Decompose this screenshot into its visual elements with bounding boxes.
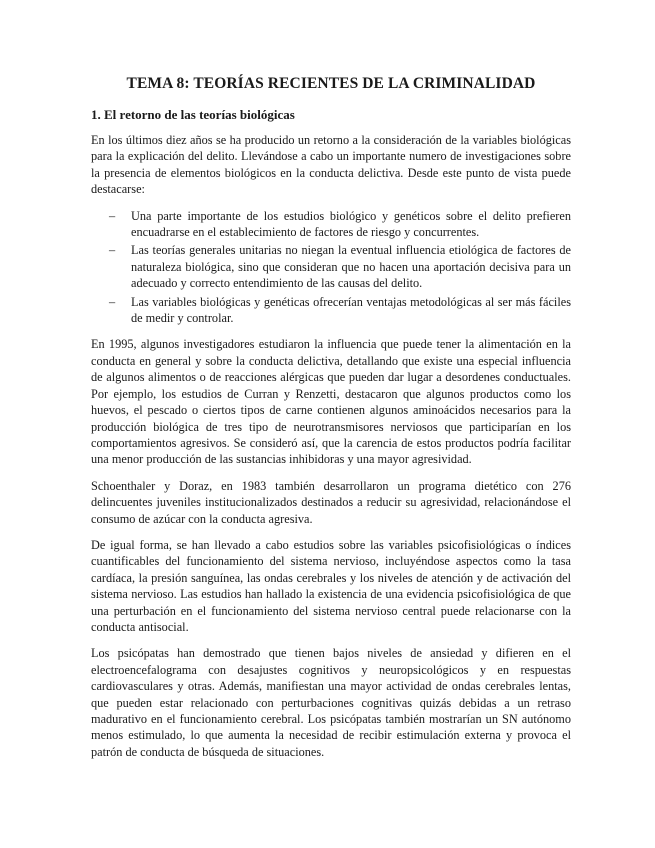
list-item xyxy=(109,208,571,241)
list-item-text: Las teorías generales unitarias no niegan la eventual influencia etiológica de factores de naturaleza biológica, sino que consideran que no hacen una aportación decisiva para un adecuado y correcto entendimiento de las causas del delito. xyxy=(131,243,571,291)
dash-bullet: – xyxy=(109,243,116,258)
paragraph-dietary-program: Schoenthaler y Doraz, en 1983 también desarrollaron un programa dietético con 276 delincuentes juveniles institucionalizados destinados a reducir su agresividad, relacionándose el consumo de azúcar con la conducta agresiva. xyxy=(91,478,571,526)
intro-paragraph: En los últimos diez años se ha producido un retorno a la consideración de la variables biológicas para la explicación del delito. Llevándose a cabo un importante numero de investigaciones sobre la presencia de elementos biológicos en la conducta delictiva. Desde este punto de vista puede destacarse: xyxy=(91,133,571,197)
dash-bullet: – xyxy=(109,294,116,309)
page-title: TEMA 8: TEORÍAS RECIENTES DE LA CRIMINALIDAD xyxy=(126,75,536,92)
paragraph-psychopaths: Los psicópatas han demostrado que tienen bajos niveles de ansiedad y difieren en el electroencefalograma con desajustes cognitivos y neuropsicológicos y en respuestas cardiovasculares y otras. Además, manifiestan una mayor actividad de ondas cerebrales lentas, que pueden estar relacionado con perturbaciones cognitivas quizás debidas a un retraso madurativo en el funcionamiento cerebral. Los psicópatas también mostrarían un SN autónomo menos estimulado, lo que aumenta la necesidad de recibir estimulación externa y provoca el patrón de conducta de búsqueda de situaciones. xyxy=(91,646,571,759)
list-item xyxy=(109,294,571,327)
list-item-text: Una parte importante de los estudios biológico y genéticos sobre el delito prefieren encuadrarse en el establecimiento de factores de riesgo y concurrentes. xyxy=(131,208,571,240)
bullet-list xyxy=(91,208,571,327)
section-heading: 1. El retorno de las teorías biológicas xyxy=(91,107,295,122)
dash-bullet: – xyxy=(109,208,116,223)
paragraph-nutrition: En 1995, algunos investigadores estudiaron la influencia que puede tener la alimentación en la conducta en general y sobre la conducta delictiva, detallando que existe una especial influencia de algunos alimentos o de reacciones alérgicas que pueden dar lugar a desordenes conductuales. Por ejemplo, los estudios de Curran y Renzetti, destacaron que algunos productos como los huevos, el pescado o ciertos tipos de carne contienen algunos aminoácidos necesarios para la producción biológica de tres tipo de neurotransmisores nerviosos que participarían en los comportamientos agresivos. Se consideró así, que la carencia de estos productos podría facilitar una menor producción de las sustancias inhibidoras y una mayor agresividad. xyxy=(91,337,571,467)
paragraph-psychophysiology: De igual forma, se han llevado a cabo estudios sobre las variables psicofisiológicas o índices cuantificables del funcionamiento del sistema nervioso, incluyéndose aspectos como la tasa cardíaca, la presión sanguínea, las ondas cerebrales y los niveles de atención y de activación del sistema nervioso. Las estudios han hallado la existencia de una evidencia psicofisiológica de que una perturbación en el funcionamiento del sistema nervioso central puede relacionarse con la conducta antisocial. xyxy=(91,537,571,634)
list-item xyxy=(109,242,571,291)
list-item-text: Las variables biológicas y genéticas ofrecerían ventajas metodológicas al ser más fáciles de medir y controlar. xyxy=(131,294,571,326)
